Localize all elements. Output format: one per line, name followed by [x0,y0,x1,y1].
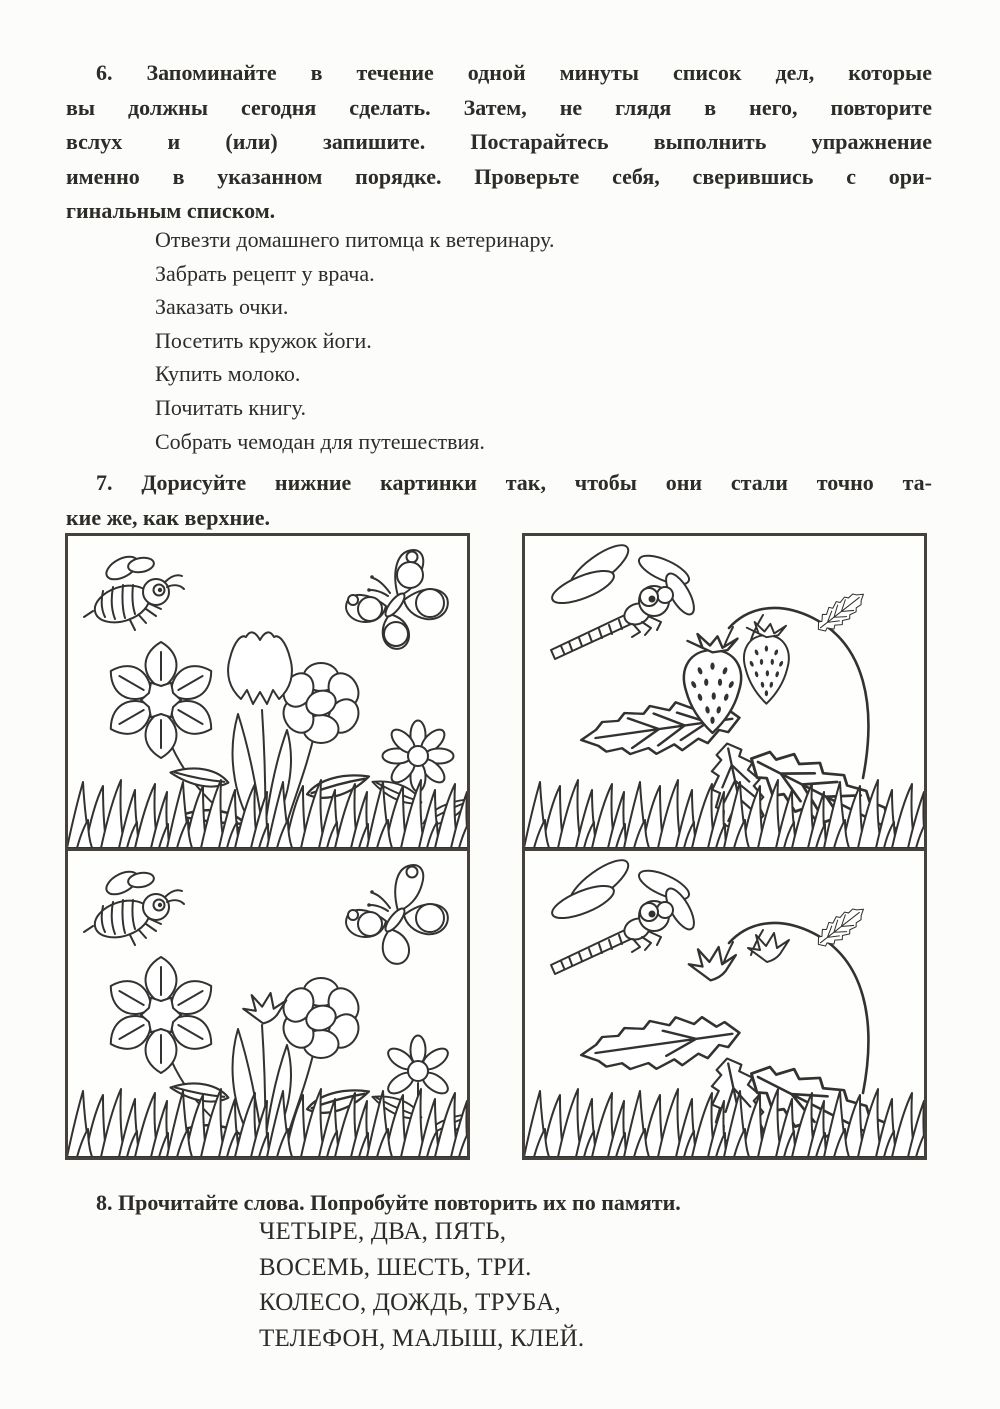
word-list [259,1214,584,1356]
bellflower-calyx-drawing [243,993,286,1023]
exercise-6-paragraph [66,56,932,229]
exercise-7-paragraph [66,466,932,535]
exercise-8-heading: 8. Прочитайте слова. Попробуйте повторить их по памяти. [96,1190,681,1215]
todo-item: Отвезти домашнего питомца к ветеринару. [155,227,555,252]
exercise-7-line: 7. Дорисуйте нижние картинки так, чтобы они стали точно та- [96,470,932,495]
strawberry-calyx-drawing [689,933,789,980]
picture-grid [65,533,927,1160]
panel-top-left-meadow-complete [65,533,470,851]
exercise-7-line: кие же, как верхние. [66,504,271,530]
panel-top-right-strawberries-complete [522,533,927,851]
word-line: КОЛЕСО, ДОЖДЬ, ТРУБА, [259,1289,561,1317]
exercise-6-line: 6. Запоминайте в течение одной минуты список дел, которые [96,60,932,85]
exercise-6-line: гинальным списком. [66,198,276,224]
panel-bottom-right-strawberries-incomplete [522,851,927,1160]
todo-item: Заказать очки. [155,294,289,320]
todo-item: Посетить кружок йоги. [155,327,372,353]
word-line: ЧЕТЫРЕ, ДВА, ПЯТЬ, [259,1218,507,1245]
todo-item: Почитать книгу. [155,394,306,420]
panel-bottom-left-meadow-incomplete [65,851,470,1160]
todo-item: Забрать рецепт у врача. [155,260,375,286]
exercise-6-line: вы должны сегодня сделать. Затем, не глядя в него, повторите [66,94,932,120]
word-line: ВОСЕМЬ, ШЕСТЬ, ТРИ. [259,1253,532,1281]
exercise-6-line: вслух и (или) запишите. Постарайтесь выполнить упражнение [66,129,932,155]
daisy-drawing [383,721,454,792]
todo-item: Собрать чемодан для путешествия. [155,428,485,454]
bellflower-drawing [228,632,292,704]
exercise-6-line: именно в указанном порядке. Проверьте себя, сверившись с ори- [66,163,932,189]
word-line: ТЕЛЕФОН, МАЛЫШ, КЛЕЙ. [259,1324,585,1352]
butterfly-drawing [346,550,448,649]
todo-item: Купить молоко. [155,361,301,387]
butterfly-incomplete-drawing [346,865,448,964]
todo-list [155,223,554,458]
